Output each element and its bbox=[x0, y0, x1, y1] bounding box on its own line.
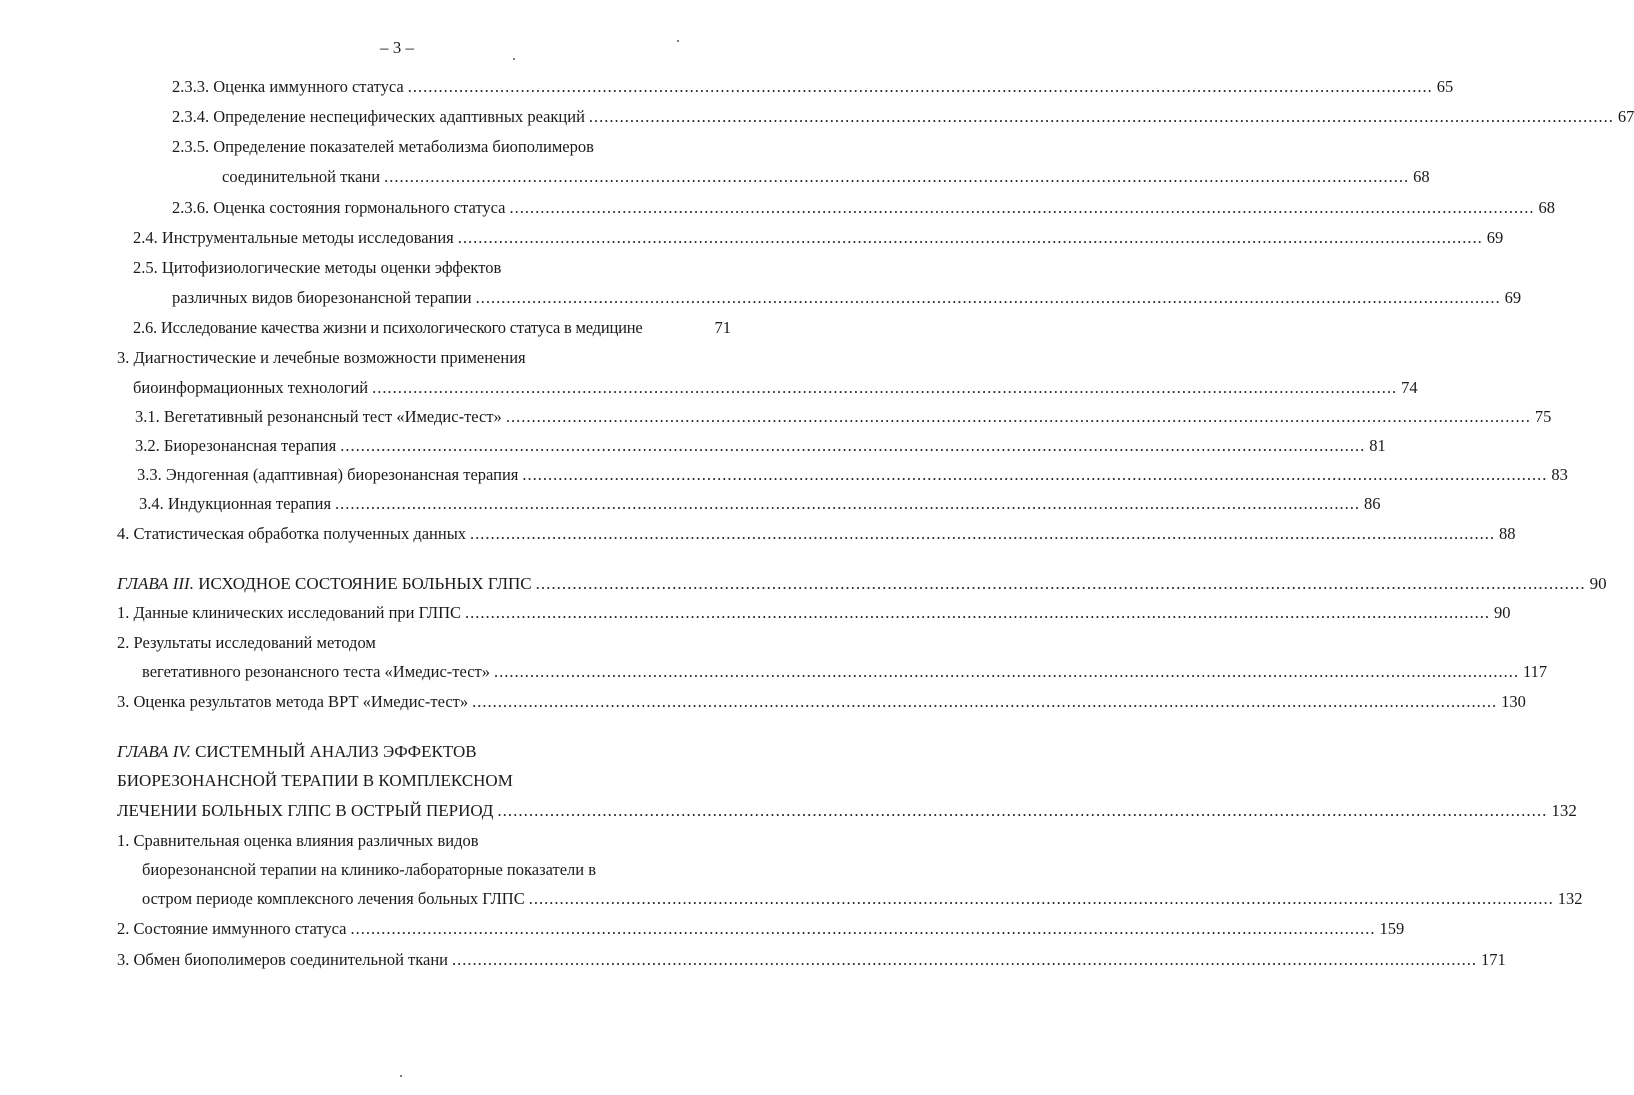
dot-leader: ........................................................................................................................................................................................................ bbox=[384, 167, 1410, 186]
toc-page-number: 88 bbox=[1499, 524, 1516, 543]
toc-entry bbox=[117, 347, 526, 369]
toc-entry-text: 2.3.5. Определение показателей метаболизма биополимеров bbox=[172, 137, 594, 156]
chapter-heading bbox=[117, 573, 1607, 595]
toc-entry-text: остром периоде комплексного лечения больных ГЛПС bbox=[142, 889, 525, 908]
toc-entry bbox=[133, 257, 501, 279]
toc-page-number: 81 bbox=[1369, 436, 1386, 455]
toc-page-number: 69 bbox=[1486, 228, 1504, 247]
toc-entry bbox=[172, 76, 1454, 98]
dot-leader: ........................................................................................................................................................................................................ bbox=[340, 436, 1366, 455]
chapter-heading bbox=[117, 741, 477, 763]
dot-leader: ........................................................................................................................................................................................................ bbox=[407, 77, 1433, 96]
toc-page-number: 74 bbox=[1401, 378, 1418, 397]
toc-entry bbox=[117, 691, 1526, 713]
toc-entry-text: 1. Данные клинических исследований при ГЛПС bbox=[117, 603, 462, 622]
toc-entry-text: 4. Статистическая обработка полученных данных bbox=[117, 524, 467, 543]
toc-entry bbox=[135, 406, 1552, 428]
scan-speck bbox=[677, 40, 679, 42]
toc-entry-text: 3.4. Индукционная терапия bbox=[139, 494, 332, 513]
toc-page-number: 68 bbox=[1413, 167, 1430, 186]
toc-entry-text: различных видов биорезонансной терапии bbox=[172, 288, 472, 307]
toc-page-number: 68 bbox=[1538, 198, 1555, 217]
scan-speck bbox=[513, 58, 515, 60]
toc-entry bbox=[172, 197, 1555, 219]
dot-leader: ........................................................................................................................................................................................................ bbox=[372, 378, 1398, 397]
toc-entry-text: 3. Оценка результатов метода ВРТ «Имедис-тест» bbox=[117, 692, 469, 711]
toc-entry-text: 3.2. Биорезонансная терапия bbox=[135, 436, 337, 455]
toc-entry bbox=[117, 632, 376, 654]
dot-leader: ........................................................................................................................................................................................................ bbox=[509, 198, 1535, 217]
toc-entry bbox=[222, 166, 1430, 188]
toc-entry bbox=[137, 464, 1568, 486]
toc-entry-text: биорезонансной терапии на клинико-лабораторные показатели в bbox=[142, 860, 597, 879]
dot-leader: ........................................................................................................................................................................................................ bbox=[528, 889, 1554, 908]
toc-entry bbox=[142, 661, 1548, 683]
dot-leader: ........................................................................................................................................................................................................ bbox=[497, 801, 1548, 820]
chapter-heading-cont bbox=[117, 770, 513, 792]
chapter-title: БИОРЕЗОНАНСНОЙ ТЕРАПИИ В КОМПЛЕКСНОМ bbox=[117, 771, 513, 790]
toc-entry bbox=[117, 918, 1405, 940]
toc-entry bbox=[117, 949, 1506, 971]
chapter-label: ГЛАВА III. bbox=[117, 574, 194, 593]
scan-speck bbox=[400, 1075, 402, 1077]
chapter-title: ЛЕЧЕНИИ БОЛЬНЫХ ГЛПС В ОСТРЫЙ ПЕРИОД bbox=[117, 801, 494, 820]
toc-page-number: 90 bbox=[1494, 603, 1511, 622]
dot-leader: ........................................................................................................................................................................................................ bbox=[457, 228, 1483, 247]
toc-entry-text: 3. Обмен биополимеров соединительной ткани bbox=[117, 950, 449, 969]
toc-entry bbox=[133, 377, 1418, 399]
toc-entry bbox=[139, 493, 1381, 515]
toc-page-number: 117 bbox=[1523, 662, 1548, 681]
toc-page-number: 71 bbox=[714, 318, 731, 337]
toc-entry-text: 2.3.6. Оценка состояния гормонального статуса bbox=[172, 198, 506, 217]
toc-page-number: 132 bbox=[1557, 889, 1583, 908]
dot-leader: ........................................................................................................................................................................................................ bbox=[350, 919, 1376, 938]
toc-page-number: 90 bbox=[1589, 574, 1607, 593]
toc-entry bbox=[135, 435, 1386, 457]
chapter-title: ИСХОДНОЕ СОСТОЯНИЕ БОЛЬНЫХ ГЛПС bbox=[198, 574, 532, 593]
dot-leader: ........................................................................................................................................................................................................ bbox=[522, 465, 1548, 484]
toc-entry bbox=[142, 859, 596, 881]
toc-page-number: 65 bbox=[1436, 77, 1454, 96]
toc-entry bbox=[117, 523, 1516, 545]
toc-entry-text: 1. Сравнительная оценка влияния различных видов bbox=[117, 831, 479, 850]
toc-entry-text: соединительной ткани bbox=[222, 167, 381, 186]
toc-page-number: 130 bbox=[1501, 692, 1526, 711]
dot-leader: ........................................................................................................................................................................................................ bbox=[452, 950, 1478, 969]
toc-page-number: 86 bbox=[1364, 494, 1381, 513]
toc-entry-text: 2.4. Инструментальные методы исследования bbox=[133, 228, 454, 247]
toc-entry-text: 2.3.3. Оценка иммунного статуса bbox=[172, 77, 404, 96]
toc-entry bbox=[172, 136, 594, 158]
toc-page-number: 69 bbox=[1504, 288, 1522, 307]
dot-leader: ........................................................................................................................................................................................................ bbox=[465, 603, 1491, 622]
toc-entry bbox=[133, 317, 731, 339]
toc-entry bbox=[133, 227, 1504, 249]
toc-entry-text: 2. Состояние иммунного статуса bbox=[117, 919, 347, 938]
chapter-label: ГЛАВА IV. bbox=[117, 742, 191, 761]
page-number: – 3 – bbox=[380, 38, 414, 57]
toc-page-number: 67 bbox=[1617, 107, 1634, 126]
toc-page-number: 83 bbox=[1551, 465, 1568, 484]
toc-page-number: 171 bbox=[1481, 950, 1506, 969]
toc-page-number: 159 bbox=[1379, 919, 1405, 938]
toc-entry bbox=[172, 106, 1634, 128]
toc-entry bbox=[172, 287, 1522, 309]
dot-leader: ........................................................................................................................................................................................................ bbox=[470, 524, 1496, 543]
dot-leader: ........................................................................................................................................................................................................ bbox=[472, 692, 1498, 711]
dot-leader: ........................................................................................................................................................................................................ bbox=[505, 407, 1531, 426]
toc-page-number: 132 bbox=[1551, 801, 1577, 820]
toc-page-number: 75 bbox=[1534, 407, 1552, 426]
dot-leader: ........................................................................................................................................................................................................ bbox=[535, 574, 1586, 593]
dot-leader: ........................................................................................................................................................................................................ bbox=[475, 288, 1501, 307]
toc-entry-text: 2.6. Исследование качества жизни и психологического статуса в медицине bbox=[133, 318, 643, 337]
toc-entry bbox=[117, 830, 479, 852]
toc-entry bbox=[142, 888, 1583, 910]
toc-entry-text: 2. Результаты исследований методом bbox=[117, 633, 376, 652]
dot-leader: ........................................................................................................................................................................................................ bbox=[494, 662, 1520, 681]
toc-entry-text: вегетативного резонансного теста «Имедис-тест» bbox=[142, 662, 491, 681]
toc-entry-text: 2.5. Цитофизиологические методы оценки эффектов bbox=[133, 258, 502, 277]
toc-entry-text: 3.1. Вегетативный резонансный тест «Имедис-тест» bbox=[135, 407, 502, 426]
dot-leader: ........................................................................................................................................................................................................ bbox=[335, 494, 1361, 513]
chapter-title: СИСТЕМНЫЙ АНАЛИЗ ЭФФЕКТОВ bbox=[195, 742, 477, 761]
chapter-heading-cont bbox=[117, 800, 1577, 822]
toc-entry-text: 3.3. Эндогенная (адаптивная) биорезонансная терапия bbox=[137, 465, 519, 484]
toc-entry-text: 3. Диагностические и лечебные возможности применения bbox=[117, 348, 526, 367]
toc-entry-text: биоинформационных технологий bbox=[133, 378, 369, 397]
toc-entry-text: 2.3.4. Определение неспецифических адаптивных реакций bbox=[172, 107, 585, 126]
dot-leader: ........................................................................................................................................................................................................ bbox=[588, 107, 1614, 126]
toc-entry bbox=[117, 602, 1511, 624]
